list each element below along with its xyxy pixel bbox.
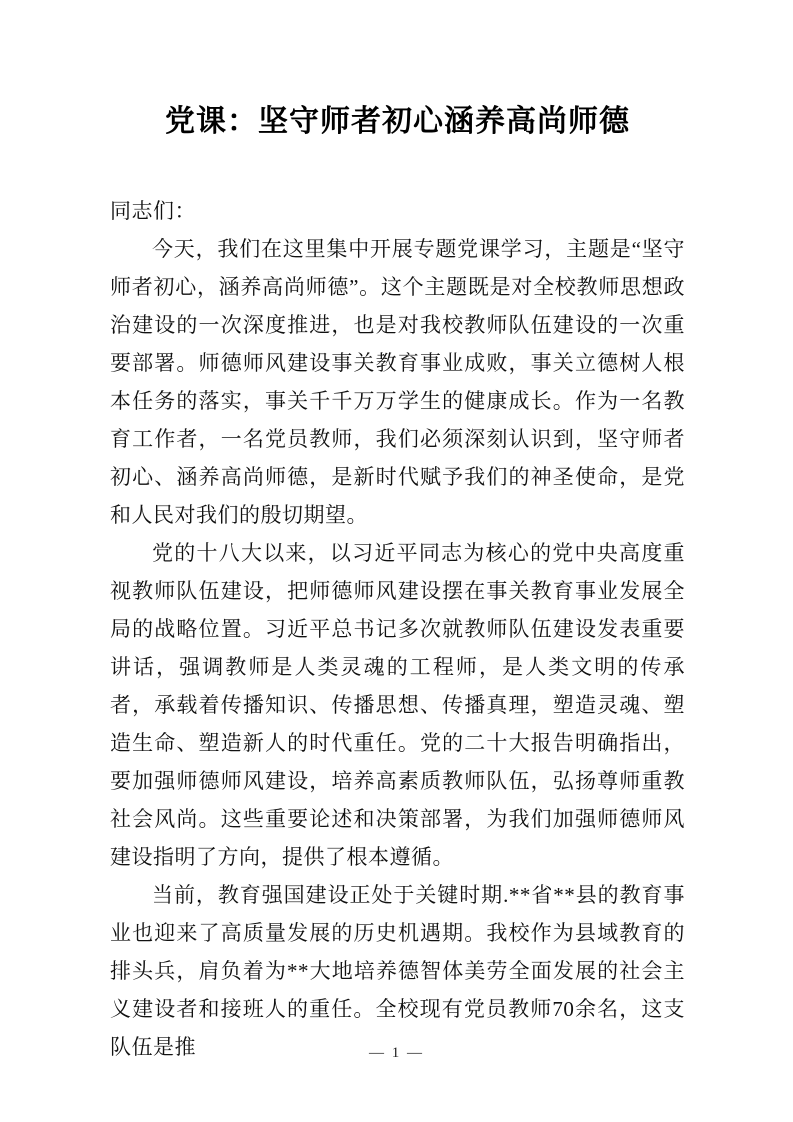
paragraph-intro: 今天，我们在这里集中开展专题党课学习，主题是“坚守师者初心，涵养高尚师德”。这个主题既是对全校教师思想政治建设的一次深度推进，也是对我校教师队伍建设的一次重要部署。师德师风建设事关教育事业成败，事关立德树人根本任务的落实，事关千千万万学生的健康成长。作为一名教育工作者，一名党员教师，我们必须深刻认识到，坚守师者初心、涵养高尚师德，是新时代赋予我们的神圣使命，是党和人民对我们的殷切期望。 xyxy=(110,237,685,527)
paragraph-party-congress: 党的十八大以来，以习近平同志为核心的党中央高度重视教师队伍建设，把师德师风建设摆在事关教育事业发展全局的战略位置。习近平总书记多次就教师队伍建设发表重要讲话，强调教师是人类灵魂的工程师，是人类文明的传承者，承载着传播知识、传播思想、传播真理，塑造灵魂、塑造生命、塑造新人的时代重任。党的二十大报告明确指出，要加强师德师风建设，培养高素质教师队伍，弘扬尊师重教社会风尚。这些重要论述和决策部署，为我们加强师德师风建设指明了方向，提供了根本遵循。 xyxy=(110,541,685,869)
paragraph-current-situation: 当前，教育强国建设正处于关键时期.**省**县的教育事业也迎来了高质量发展的历史机遇期。我校作为县域教育的排头兵，肩负着为**大地培养德智体美劳全面发展的社会主义建设者和接班人的重任。全校现有党员教师70余名，这支队伍是推 xyxy=(110,883,685,1059)
document-title: 党课：坚守师者初心涵养高尚师德 xyxy=(165,105,630,138)
page-number: — 1 — xyxy=(369,1045,424,1061)
document-body xyxy=(110,192,685,1066)
paragraph-salutation: 同志们： xyxy=(110,199,196,223)
document-content xyxy=(0,102,793,1066)
